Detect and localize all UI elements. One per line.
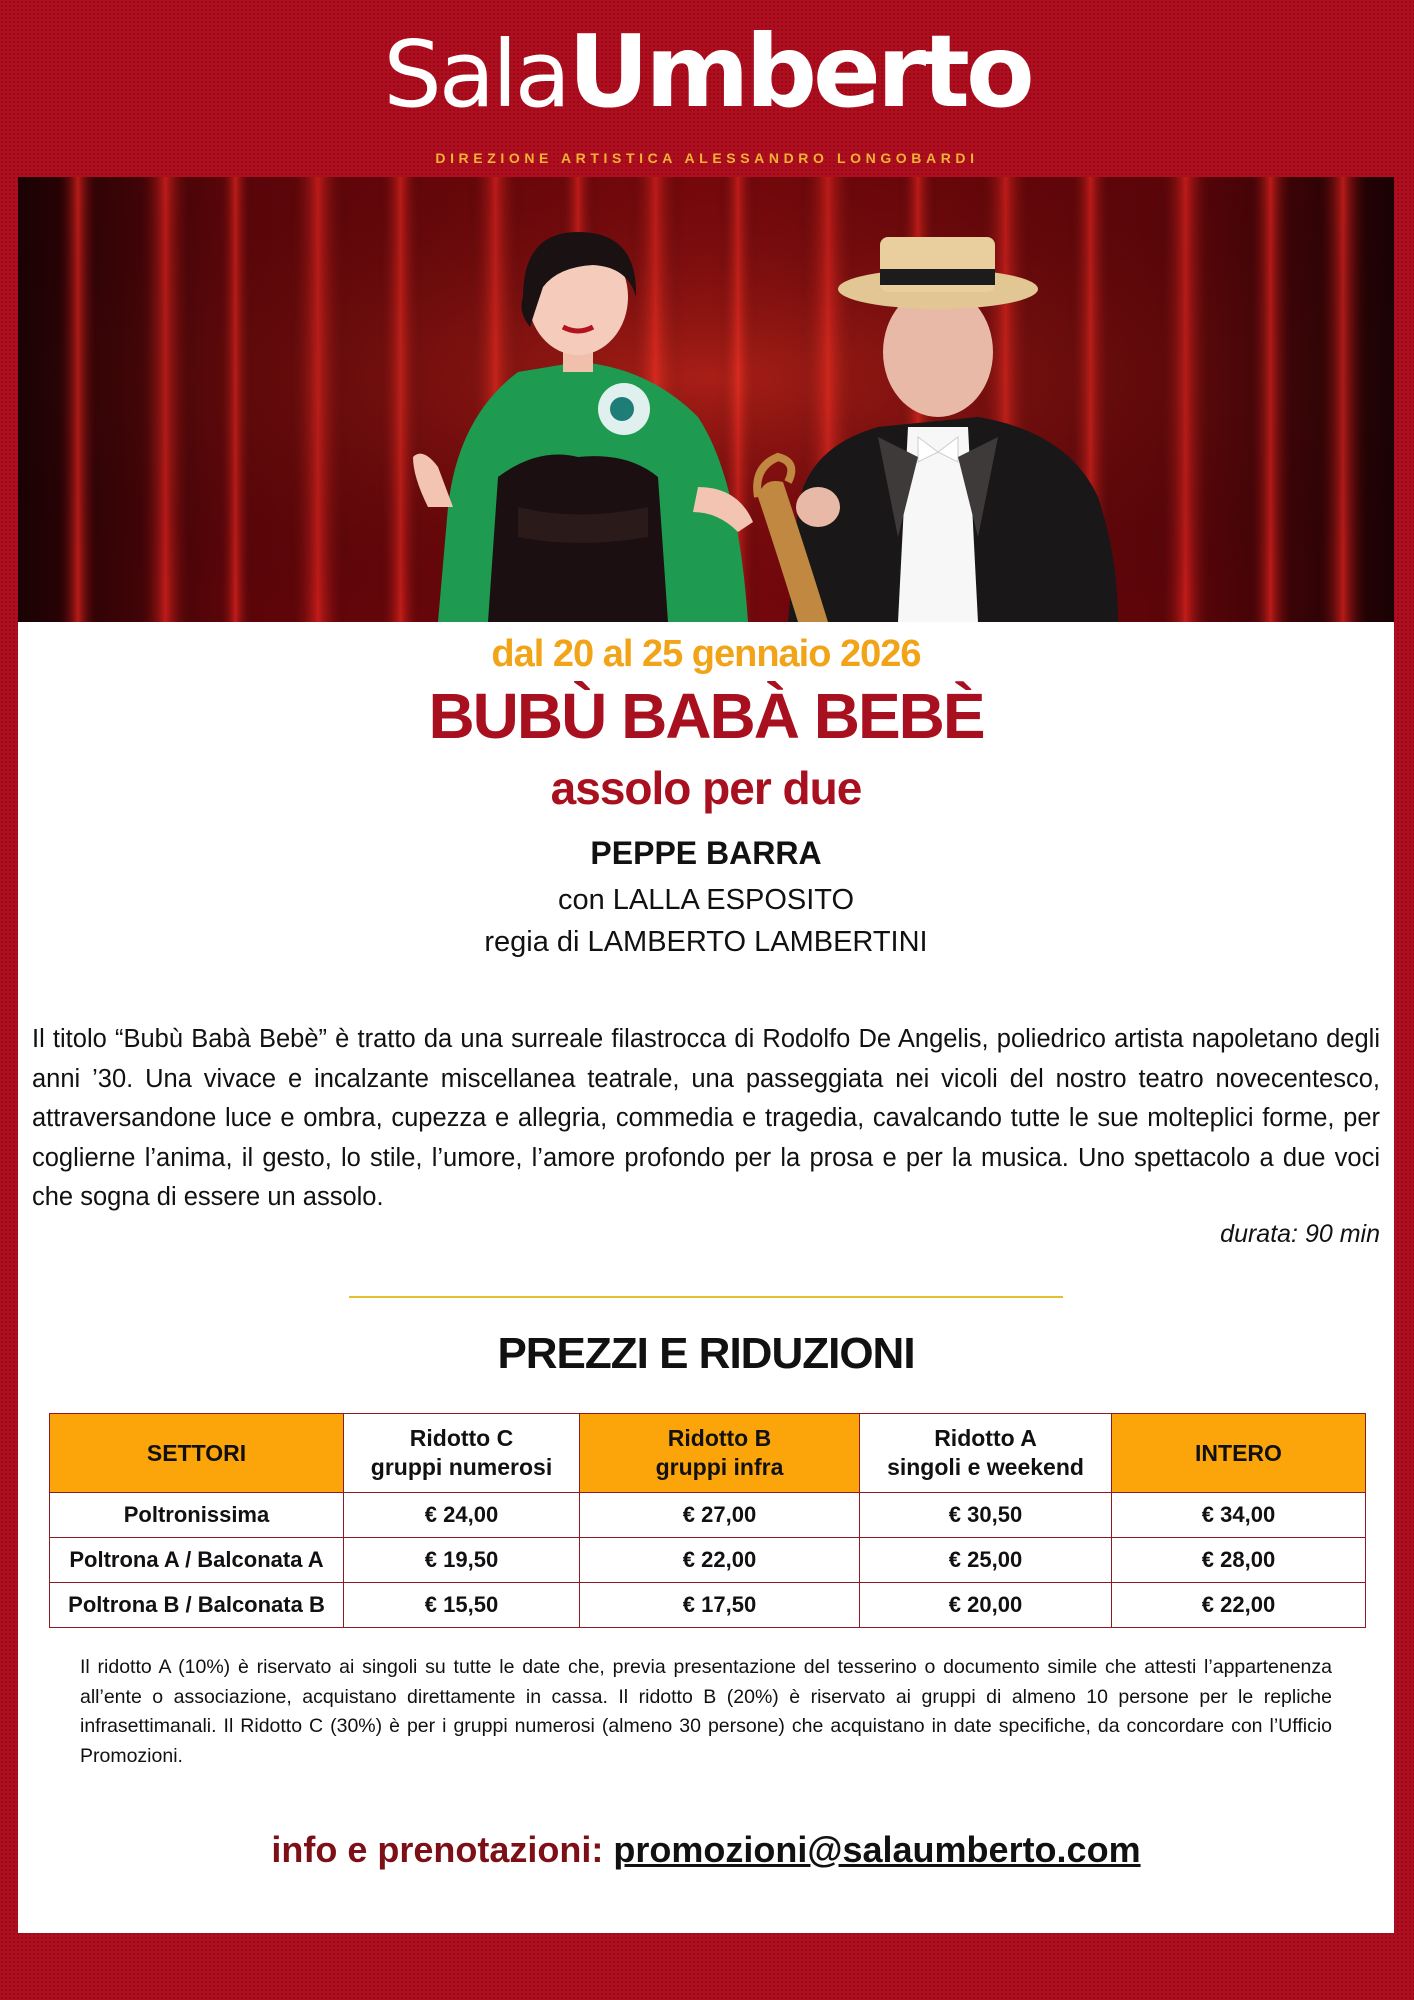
- price-table: [49, 1413, 1366, 1628]
- info-label: info e prenotazioni:: [271, 1829, 604, 1870]
- cell-price: € 15,50: [344, 1583, 580, 1628]
- cell-price: € 22,00: [1112, 1583, 1366, 1628]
- cell-sector: Poltrona B / Balconata B: [50, 1583, 344, 1628]
- cell-price: € 30,50: [860, 1493, 1112, 1538]
- table-row: [50, 1493, 1366, 1538]
- cell-price: € 22,00: [580, 1538, 860, 1583]
- sala-umberto-logo[interactable]: [0, 13, 1414, 130]
- table-header-row: [50, 1414, 1366, 1493]
- stage-photo: [18, 177, 1394, 622]
- info-line: [18, 1829, 1394, 1871]
- cell-price: € 28,00: [1112, 1538, 1366, 1583]
- cell-sector: Poltronissima: [50, 1493, 344, 1538]
- header-line2: singoli e weekend: [887, 1454, 1084, 1480]
- header-line1: Ridotto A: [934, 1425, 1037, 1451]
- logo-light-text: Sala: [383, 21, 569, 128]
- co-star: con LALLA ESPOSITO: [557, 884, 855, 916]
- table-row: [50, 1583, 1366, 1628]
- header-ridotto-b: [580, 1414, 860, 1493]
- show-description: Il titolo “Bubù Babà Bebè” è tratto da una surreale filastrocca di Rodolfo De Angelis, poliedrico artista napoletano degli anni ’30. Una vivace e incalzante miscellanea teatrale, una passeggiata nei vicoli del nostro teatro novecentesco, attraversandone luce e ombra, cupezza e allegria, commedia e tragedia, cavalcando tutte le sue molteplici forme, per coglierne l’anima, il gesto, lo stile, l’umore, l’amore profondo per la prosa e per la musica. Uno spettacolo a due voci che sogna di essere un assolo.: [32, 1025, 1380, 1211]
- lead-actor: PEPPE BARRA: [590, 835, 822, 871]
- header-line2: gruppi numerosi: [370, 1454, 553, 1480]
- cell-sector: Poltrona A / Balconata A: [50, 1538, 344, 1583]
- section-divider: [349, 1296, 1063, 1298]
- header-ridotto-a: [860, 1414, 1112, 1493]
- cell-price: € 24,00: [344, 1493, 580, 1538]
- show-subtitle: assolo per due: [550, 762, 862, 814]
- artistic-direction: DIREZIONE ARTISTICA ALESSANDRO LONGOBARDI: [435, 150, 979, 166]
- cell-price: € 20,00: [860, 1583, 1112, 1628]
- logo-bold-text: Umberto: [568, 13, 1031, 130]
- show-duration: durata: 90 min: [1220, 1220, 1380, 1248]
- header-ridotto-c: [344, 1414, 580, 1493]
- header-line1: Ridotto C: [409, 1425, 514, 1451]
- header-settori: [50, 1414, 344, 1493]
- cell-price: € 27,00: [580, 1493, 860, 1538]
- cell-price: € 34,00: [1112, 1493, 1366, 1538]
- cell-price: € 17,50: [580, 1583, 860, 1628]
- cell-price: € 25,00: [860, 1538, 1112, 1583]
- header-line1: Ridotto B: [667, 1425, 772, 1451]
- director: regia di LAMBERTO LAMBERTINI: [484, 926, 928, 958]
- table-row: [50, 1538, 1366, 1583]
- cell-price: € 19,50: [344, 1538, 580, 1583]
- show-dates: dal 20 al 25 gennaio 2026: [491, 633, 921, 675]
- header-intero: [1112, 1414, 1366, 1493]
- content-card: [18, 177, 1394, 1933]
- prices-title: PREZZI E RIDUZIONI: [497, 1329, 915, 1378]
- show-title: BUBÙ BABÀ BEBÈ: [428, 680, 984, 752]
- header-line1: INTERO: [1195, 1439, 1282, 1466]
- header-line1: SETTORI: [146, 1439, 247, 1466]
- header: [0, 0, 1414, 176]
- discount-note: Il ridotto A (10%) è riservato ai singoli su tutte le date che, previa presentazione del tesserino o documento simile che attesti l’appartenenza all’ente o associazione, acquistano direttamente in cassa. Il ridotto B (20%) è riservato ai gruppi di almeno 10 persone per le repliche infrasettimanali. Il Ridotto C (30%) è per i gruppi numerosi (almeno 30 persone) che acquistano in date specifiche, da concordare con l’Ufficio Promozioni.: [80, 1656, 1332, 1767]
- email-link[interactable]: promozioni@salaumberto.com: [613, 1829, 1141, 1870]
- header-line2: gruppi infra: [655, 1454, 784, 1480]
